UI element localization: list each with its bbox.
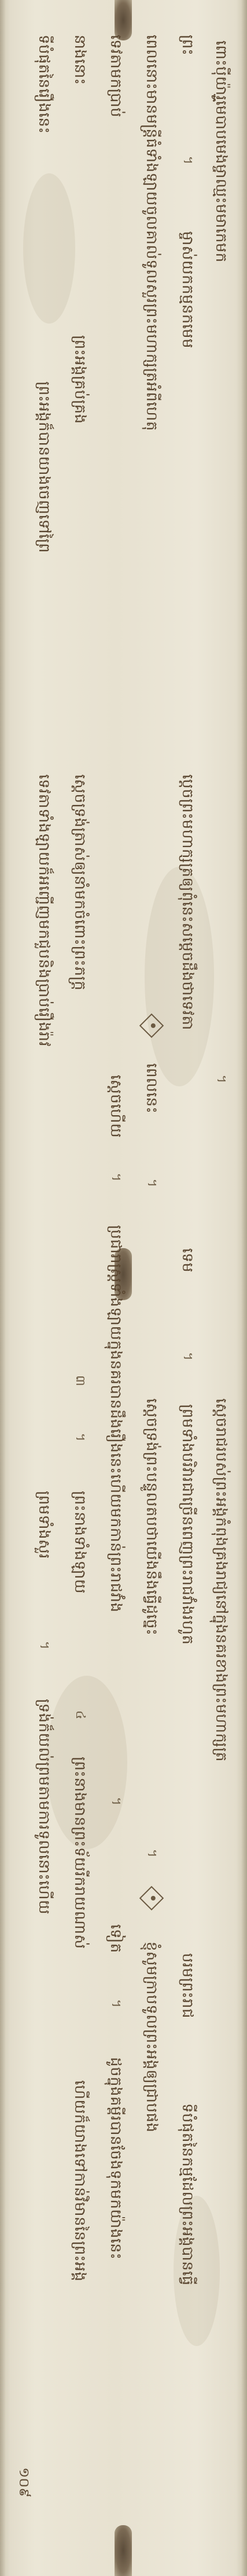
punctuation-mark: ។ xyxy=(109,1797,123,1806)
punctuation-mark: ៤ xyxy=(73,1710,87,1720)
text-segment: ព្រមទាំងសួរ xyxy=(35,1491,53,1560)
manuscript-text xyxy=(0,23,247,2542)
text-segment: ទេវតាទាំងឡាយក៏អញ្ជើញមកជួបនិងប្រាប់រឿងរ៉ាវ xyxy=(35,774,53,1047)
text-segment: ព្រះ xyxy=(179,35,196,56)
text-segment: ព្រះនាងទាំងឡាយ xyxy=(71,1491,89,1594)
punctuation-mark: ។ xyxy=(37,1641,51,1650)
punctuation-mark: ។ xyxy=(73,1433,87,1442)
text-segment: ទីបំផុតនៃរឿងនេះ xyxy=(35,35,53,134)
folio-number: ១០៩ xyxy=(16,2467,32,2498)
punctuation-mark: ។ xyxy=(109,1999,123,2008)
text-segment: ស្ដេចហើយ xyxy=(107,1075,124,1138)
text-segment: ប្រជារាស្ត្រទាំងឡាយក្នុងនគរបានដឹងរឿងនេះហើយមកកាន់ព្រះរាជវាំង xyxy=(107,1225,124,1613)
text-segment: នាងនោះ xyxy=(71,35,89,86)
text-segment: ម្ចាស់យកកម្មនកមេម xyxy=(179,231,196,349)
text-segment: ពេលនេះ xyxy=(143,1063,160,1114)
text-segment: ទីបំផុតនៃកម្មដែលព្រះអង្គបានធ្វើ xyxy=(179,2103,196,2286)
punctuation-mark: ។ xyxy=(109,1173,123,1182)
punctuation-mark: ៣ xyxy=(73,1375,87,1386)
ornament-diamond xyxy=(139,1886,164,1910)
text-segment: ហើយក៏យាងទៅកាន់វិមាននៃព្រះអង្គ xyxy=(71,2080,89,2282)
text-segment: ទេវតាមកប្រាប់ xyxy=(107,35,124,118)
text-segment: ដូចក្នុងគម្ពីរបានចែងទុកមកយ៉ាងនេះ xyxy=(107,2057,124,2260)
text-segment: ខ្ញុំសូមក្រាបទូលព្រះអង្គឲ្យជ្រាបផង xyxy=(143,1942,160,2133)
punctuation-mark: ។ xyxy=(180,1352,195,1361)
text-segment: ទ្រង់ក៏យល់ព្រមតាមការទូលនោះហើយ xyxy=(35,1699,53,1915)
text-segment: ព្រះនាងមានព្រះទ័យរីករាយណាស់ xyxy=(71,1757,89,1949)
punctuation-mark: ។ xyxy=(145,1179,159,1187)
text-segment: ទៀត xyxy=(107,1924,124,1954)
text-segment: ស្ដេចរាជរបស់ព្រះអង្គកំពុងគ្រងរាជ្យនៅក្នុងនគរខាងព្រះមហាក្សត្រ xyxy=(212,1398,230,1762)
text-segment: ស្ដេចទ្រង់ត្រាស់ឲ្យនាំមកចំពោះព្រះភក្ត្រ xyxy=(71,774,89,991)
punctuation-mark: ។ xyxy=(180,156,195,165)
text-segment: ព្រះអង្គក៏បានយាងចេញទៅព្រៃ xyxy=(35,381,53,553)
text-segment: ពេលនោះមានមន្ត្រីធំទាំងឡាយចូលគាល់ទូលសួរព្រះមហាក្សត្រអំពីហេតុ xyxy=(143,35,160,431)
text-segment: ប្ដេចព្រះមហាក្សត្រឲ្យពុំនេះសម្ដេចដឹងថាទេវតា xyxy=(179,774,196,1030)
text-segment: ព្រមទាំងបរិវារជាច្រើនពេញព្រះរាជវាំងរហូត xyxy=(179,1404,196,1645)
text-segment: ពោះប៉ីយ៉ារ្មូមេបាបមេងម្ចាឈ្មះមមាកេមក xyxy=(212,40,230,263)
ornament-diamond xyxy=(139,1014,164,1038)
text-segment: ព្រះអង្គគ្រប់គ្រង xyxy=(71,335,89,424)
text-segment: បរមព្រះរាជ xyxy=(179,1953,196,2018)
punctuation-mark: ។ xyxy=(214,1075,228,1083)
punctuation-mark: ។ xyxy=(145,1849,159,1858)
text-segment: ស្ដេចទ្រង់ព្រះបន្ទូលតបថាយើងនឹងធ្វើដូច្នេះ xyxy=(143,1398,160,1636)
text-segment: ទេម xyxy=(179,1248,196,1273)
